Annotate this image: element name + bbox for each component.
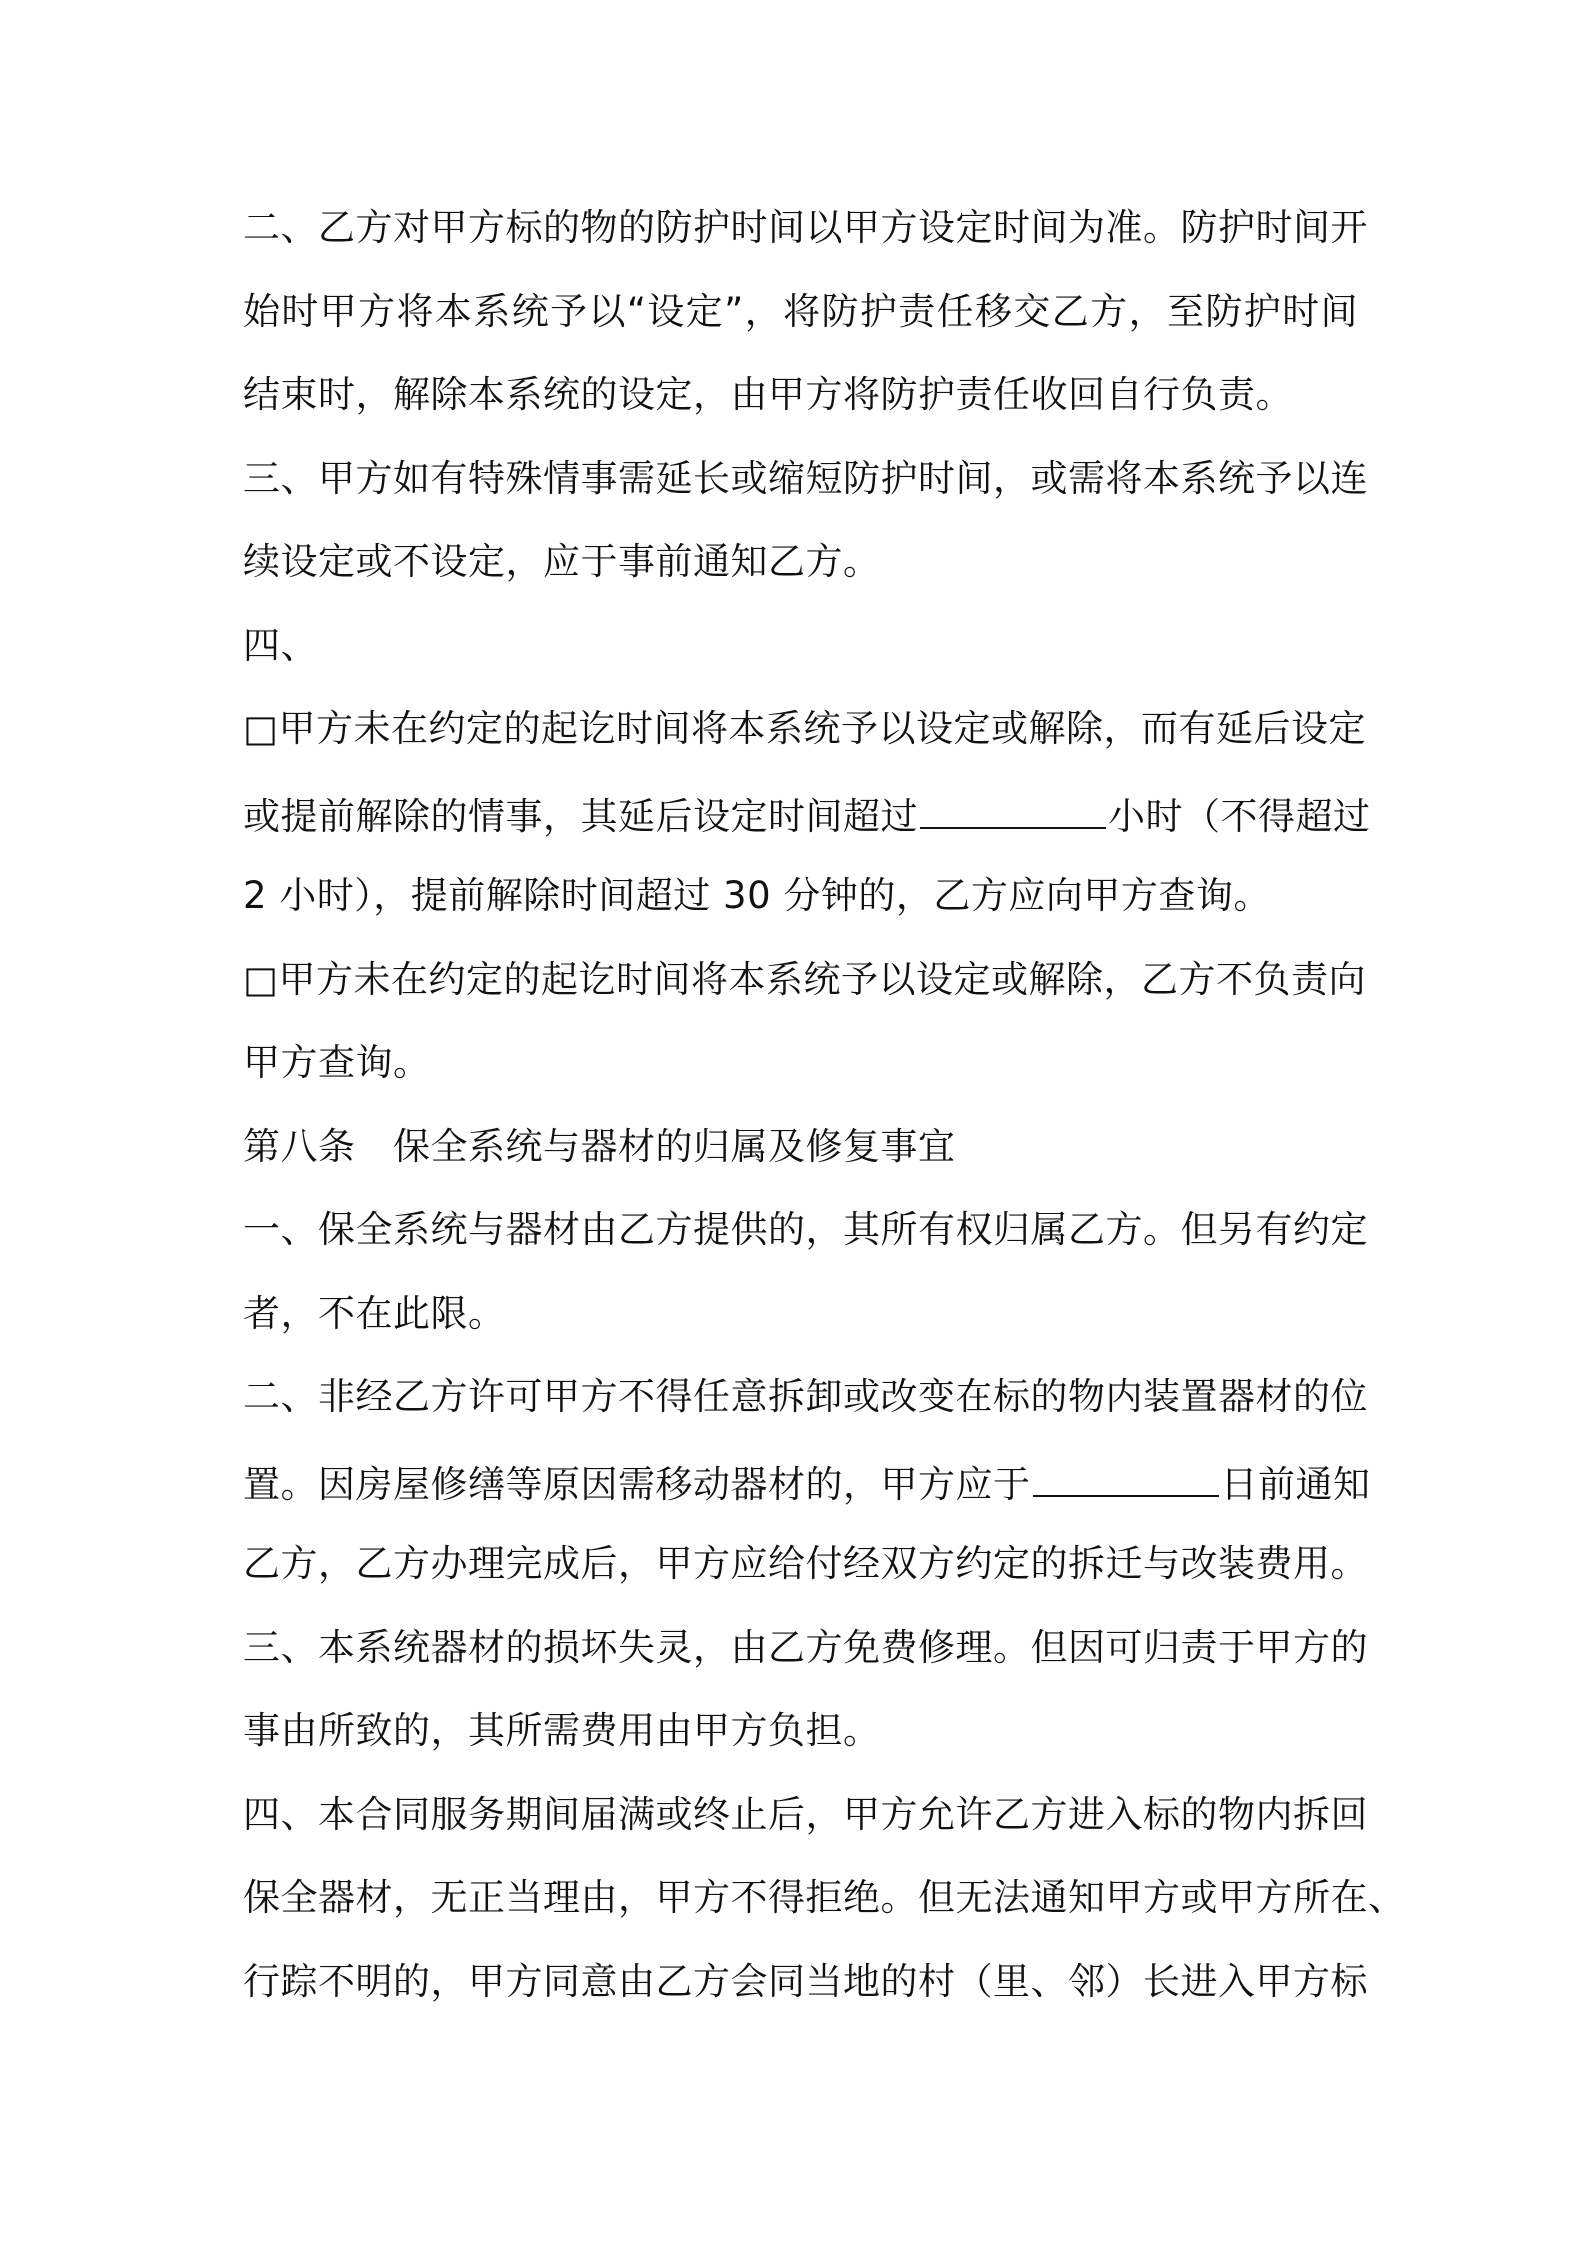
text-line: 2 小时），提前解除时间超过 30 分钟的，乙方应向甲方查询。: [243, 874, 1271, 917]
text-line: 保全器材，无正当理由，甲方不得拒绝。但无法通知甲方或甲方所在、: [243, 1876, 1406, 1919]
text-line: 结束时，解除本系统的设定，由甲方将防护责任收回自行负责。: [243, 373, 1293, 416]
text-line: 者，不在此限。: [243, 1291, 506, 1335]
text-line-with-blank: [243, 783, 1371, 867]
section-heading: 第八条 保全系统与器材的归属及修复事宜: [243, 1124, 956, 1168]
fill-in-blank: [920, 783, 1106, 829]
text-line: 一、保全系统与器材由乙方提供的，其所有权归属乙方。但另有约定: [243, 1208, 1368, 1251]
text-line: 三、甲方如有特殊情事需延长或缩短防护时间，或需将本系统予以连: [243, 456, 1368, 500]
fill-in-blank: [1033, 1451, 1219, 1497]
text-line: 始时甲方将本系统予以“设定”，将防护责任移交乙方，至防护时间: [243, 289, 1358, 333]
text-line-with-blank: [243, 1451, 1371, 1535]
text-segment: 小时（不得超过: [1108, 794, 1371, 838]
text-line: 二、乙方对甲方标的物的防护时间以甲方设定时间为准。防护时间开: [243, 206, 1368, 249]
text-line: 四、: [243, 623, 318, 667]
checkbox-option-line: □甲方未在约定的起讫时间将本系统予以设定或解除，而有延后设定: [243, 707, 1366, 750]
text-segment: 日前通知: [1220, 1462, 1371, 1506]
checkbox-option-line: □甲方未在约定的起讫时间将本系统予以设定或解除，乙方不负责向: [243, 957, 1366, 1001]
text-segment: 置。因房屋修缮等原因需移动器材的，甲方应于: [243, 1462, 1031, 1506]
text-line: 甲方查询。: [243, 1041, 431, 1084]
text-segment: 或提前解除的情事，其延后设定时间超过: [243, 794, 918, 838]
text-line: 二、非经乙方许可甲方不得任意拆卸或改变在标的物内装置器材的位: [243, 1375, 1368, 1418]
text-line: 续设定或不设定，应于事前通知乙方。: [243, 540, 881, 583]
text-line: 乙方，乙方办理完成后，甲方应给付经双方约定的拆迁与改装费用。: [243, 1542, 1368, 1585]
text-line: 三、本系统器材的损坏失灵，由乙方免费修理。但因可归责于甲方的: [243, 1625, 1368, 1669]
text-line: 四、本合同服务期间届满或终止后，甲方允许乙方进入标的物内拆回: [243, 1792, 1368, 1836]
text-line: 行踪不明的，甲方同意由乙方会同当地的村（里、邻）长进入甲方标: [243, 1959, 1368, 2003]
document-body: [243, 198, 1406, 2035]
text-line: 事由所致的，其所需费用由甲方负担。: [243, 1709, 881, 1752]
